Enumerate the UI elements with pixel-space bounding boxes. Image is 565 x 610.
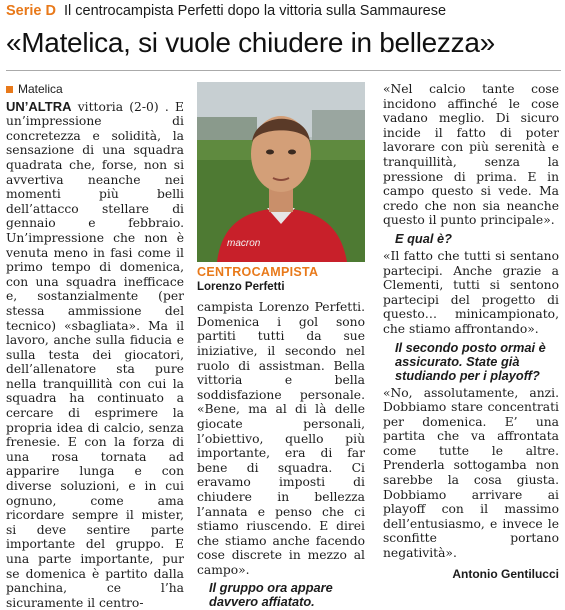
shirt-brand-text: macron bbox=[227, 238, 261, 249]
article-column-3 bbox=[383, 82, 559, 581]
answer-2: «Il fatto che tutti si sentano partecipi. Anche grazie a Clementi, tutti si sentono partecipi del progetto di questo… minicampionato, che stiamo affrontando». bbox=[383, 248, 559, 336]
answer-3: «No, assolutamente, anzi. Dobbiamo stare concentrati per domenica. E’ una partita che va affrontata come tutte le altre. Prenderla sottogamba non sarebbe la cosa giusta. Dobbiamo arrivare ai playoff con il massimo dell’entusiasmo, e invece le sconfitte portano negatività». bbox=[383, 385, 559, 561]
interview-question-2: E qual è? bbox=[395, 230, 452, 246]
interview-question-3: Il secondo posto ormai è assicurato. State già studiando per i playoff? bbox=[395, 339, 546, 383]
kicker-text: Il centrocampista Perfetti dopo la vittoria sulla Sammaurese bbox=[64, 3, 447, 19]
article-lead-paragraph bbox=[6, 100, 184, 610]
photo-caption-name: Lorenzo Perfetti bbox=[197, 280, 285, 293]
photo-caption-role: CENTROCAMPISTA bbox=[197, 265, 319, 279]
interview-question-1: Il gruppo ora appare davvero affiatato. bbox=[209, 580, 333, 610]
kicker bbox=[6, 2, 561, 20]
tag-square-icon bbox=[6, 86, 13, 93]
column-2-text: campista Lorenzo Perfetti. Domenica i gol sono partiti tutti da sue iniziative, il secondo nel ruolo di assistman. Bella vittoria e bella soddisfazione personale. «Bene, ma al di là delle giocate personali, l’obiettivo, quello più importante, era di far bene di squadra. Ci eravamo imposti di chiudere in bellezza l’annata e penso che ci stiamo riuscendo. E direi che stiamo anche facendo cose discrete in mezzo al campo». bbox=[197, 300, 365, 577]
section-label: Serie D bbox=[6, 3, 56, 19]
headline-rule bbox=[6, 70, 561, 71]
player-portrait-illustration bbox=[197, 82, 365, 262]
article-column-1 bbox=[6, 82, 184, 610]
article-column-2 bbox=[197, 82, 365, 610]
answer-1: «Nel calcio tante cose incidono affinché le cose vadano meglio. Di sicuro incide il fatto di poter lavorare con più serenità e tranquillità, senza la pressione di prima. E in campo questo si vede. Ma credo che non sia neanche questo il punto principale». bbox=[383, 82, 559, 228]
location-tag bbox=[6, 82, 184, 97]
player-photo bbox=[197, 82, 365, 262]
location-label: Matelica bbox=[18, 82, 63, 96]
lead-word: UN’ALTRA bbox=[6, 98, 72, 114]
author-signature: Antonio Gentilucci bbox=[452, 566, 559, 581]
headline: «Matelica, si vuole chiudere in bellezza» bbox=[6, 27, 495, 58]
column-1-text: vittoria (2-0) . E un’impressione di concretezza e solidità, la sensazione di una squadra quadrata che, forse, non si avvertiva neanche nei momenti più belli dell’attacco stellare di gennaio e febbraio. Un’impressione che non è venuta meno in fasi come il primo tempo di domenica, con una squadra inefficace e, sostanzialmente (per stessa ammissione del tecnico) «sbagliata». Ma il lavoro, anche sulla fiducia e sulla testa dei giocatori, dell’allenatore sta pure nella tranquillità con cui la squadra ha continuato a cercare di esprimere la propria idea di calcio, senza frenesie. E con la forza di una rosa tornata ad apparire lunga e con diverse soluzioni, e in cui ognuno, come ama ricordare sempre il mister, si deve sentire parte importante del gruppo. E una parte importante, pur se domenica è partito dalla panchina, ce l’ha sicuramente il centro- bbox=[6, 99, 184, 610]
